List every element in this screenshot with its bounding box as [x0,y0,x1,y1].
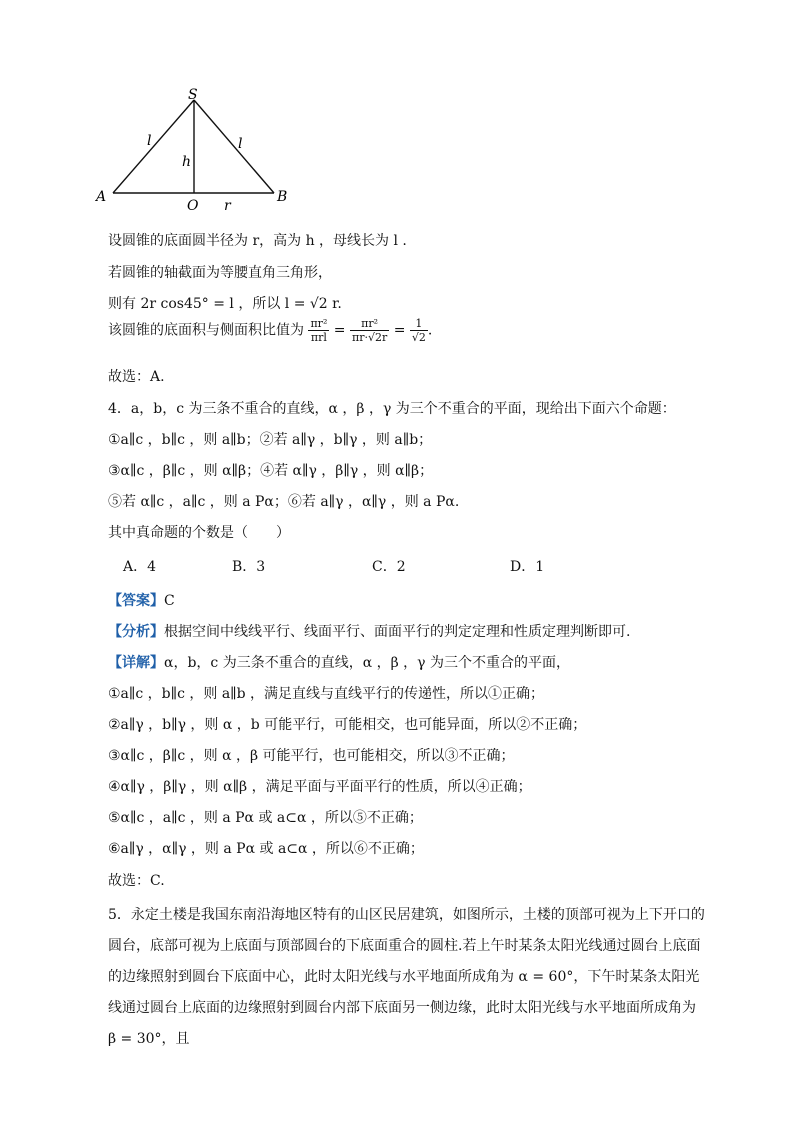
fraction-3: $\frac{1}{√2}$ [411,317,426,344]
ratio-intro: 该圆锥的底面积与侧面积比值为 [108,322,304,339]
solution3-choice: 故选：A. [108,369,165,385]
detail-1: ①a∥c ，b∥c ，则 a∥b ，满足直线与直线平行的传递性，所以①正确； [108,686,545,702]
q4-choice: 故选：C. [108,873,165,889]
fraction-1: $\frac{\text{πr²}}{\text{πrl}}$ [310,317,328,344]
solution3-line4: 该圆锥的底面积与侧面积比值为 $\frac{\text{πr²}}{\text{πrl}}$ = $\frac{\text{πr²}}{\pi r\cdot√2r}$ = $\frac{1}{√2}$ . [108,317,433,344]
q5-text: 5．永定土楼是我国东南沿海地区特有的山区民居建筑，如图所示，土楼的顶部可视为上下开口的圆台，底部可视为上底面与顶部圆台的下底面重合的圆柱.若上午时某条太阳光线通过圆台上底面的边缘照射到圆台下底面中心，此时太阳光线与水平地面所成角为 α = 60°，下午时某条太阳光线通过圆台上底面的边缘照射到圆台内部下底面另一侧边缘，此时太阳光线与水平地面所成角为 β = 30°，且 [108,907,705,1047]
option-d: D．1 [510,559,545,575]
answer-tag: 【答案】 [108,593,164,609]
solution3-line1: 设圆锥的底面圆半径为 r，高为 h ，母线长为 l . [108,233,407,249]
fraction-2: $\frac{\text{πr²}}{\pi r\cdot√2r}$ [352,317,388,344]
edge-SA [113,100,194,193]
label-l-left: l [147,133,152,149]
q4-props-1-2: ①a∥c ，b∥c ，则 a∥b；②若 a∥γ ，b∥γ ，则 a∥b； [108,432,433,448]
label-O: O [187,198,199,214]
detail-5: ⑤α∥c ，a∥c ，则 a Pα 或 a⊂α ，所以⑤不正确； [108,810,423,826]
detail-6: ⑥a∥γ ，α∥γ ，则 a Pα 或 a⊂α ，所以⑥不正确； [108,841,424,857]
solution3-line3: 则有 2r cos45° = l ，所以 l = √2 r. [108,296,342,312]
q4-props-3-4: ③α∥c ，β∥c ，则 α∥β；④若 α∥γ ，β∥γ ，则 α∥β； [108,463,434,479]
option-a: A．4 [123,559,157,575]
detail-tag: 【详解】 [108,655,164,671]
label-S: S [188,88,198,103]
q4-analysis [108,621,630,641]
label-A: A [96,189,107,205]
q4-stem: 4．a，b，c 为三条不重合的直线，α ，β ，γ 为三个不重合的平面，现给出下面六个命题： [108,401,676,417]
cone-axial-section-figure [90,88,300,214]
answer-value: C [164,593,175,609]
q4-question: 其中真命题的个数是（ ） [108,525,290,541]
detail-4: ④α∥γ ，β∥γ ，则 α∥β ，满足平面与平面平行的性质，所以④正确； [108,779,532,795]
q4-answer [108,590,175,610]
q4-detail [108,652,570,672]
option-b: B．3 [232,559,266,575]
label-B: B [277,189,288,205]
analysis-tag: 【分析】 [108,624,164,640]
q4-props-5-6: ⑤若 α∥c ，a∥c ，则 a Pα；⑥若 a∥γ ，α∥γ ，则 a Pα. [108,494,460,510]
detail-3: ③α∥c ，β∥c ，则 α ，β 可能平行，也可能相交，所以③不正确； [108,748,515,764]
label-r: r [224,198,231,214]
detail-2: ②a∥γ ，b∥γ ，则 α ，b 可能平行，可能相交，也可能异面，所以②不正确； [108,717,587,733]
analysis-text: 根据空间中线线平行、线面平行、面面平行的判定定理和性质定理判断即可. [164,624,631,640]
label-l-right: l [238,136,243,152]
solution3-line2: 若圆锥的轴截面为等腰直角三角形， [108,265,332,281]
edge-SB [194,100,274,193]
option-c: C．2 [372,559,406,575]
label-h: h [182,154,192,170]
detail-text: α，b，c 为三条不重合的直线，α ，β ，γ 为三个不重合的平面， [164,655,570,671]
